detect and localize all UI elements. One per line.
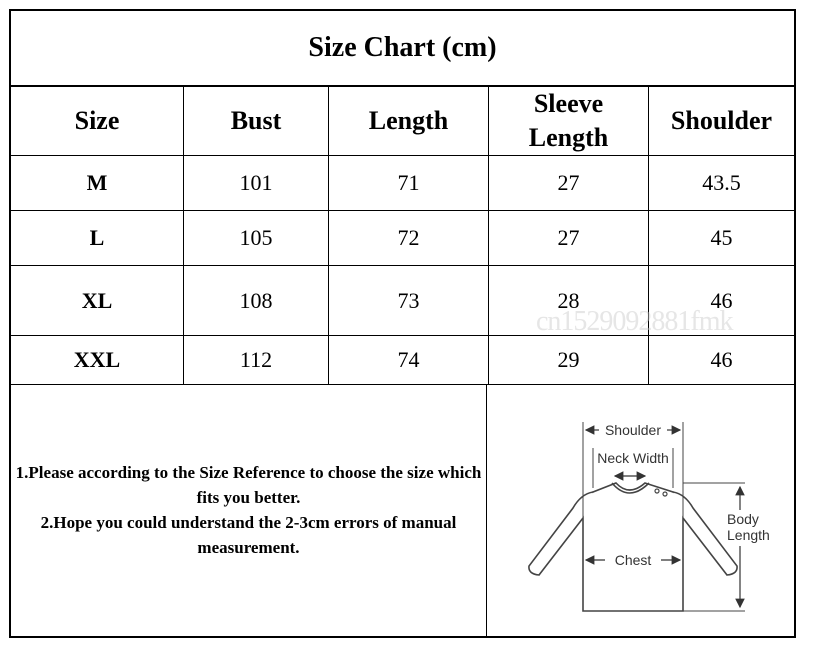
table-row	[11, 336, 794, 385]
shoulder-cell: 45	[649, 211, 795, 266]
size-cell: XL	[11, 266, 184, 336]
bust-cell: 101	[184, 156, 329, 211]
header-shoulder: Shoulder	[649, 87, 795, 156]
chest-label: Chest	[614, 552, 652, 568]
notes	[11, 384, 487, 636]
sleeve-cell: 27	[489, 156, 649, 211]
neck-width-label: Neck Width	[597, 450, 669, 466]
length-cell: 72	[329, 211, 489, 266]
note-2: 2.Hope you could understand the 2-3cm errors of manual measurement.	[40, 513, 457, 557]
measurement-diagram	[487, 384, 794, 636]
length-cell: 71	[329, 156, 489, 211]
length-label: Length	[727, 527, 770, 543]
sleeve-cell: 29	[489, 336, 649, 385]
chart-title: Size Chart (cm)	[11, 11, 794, 86]
shoulder-label: Shoulder	[604, 422, 662, 438]
shoulder-cell: 46	[649, 266, 795, 336]
header-size: Size	[11, 87, 184, 156]
size-chart	[9, 9, 796, 638]
info-section	[11, 384, 794, 636]
size-cell: M	[11, 156, 184, 211]
shoulder-cell: 46	[649, 336, 795, 385]
watermark: cn1529092881fmk	[536, 306, 733, 337]
sweater-icon	[487, 384, 794, 636]
sleeve-cell: 28	[489, 266, 649, 336]
table-header-row	[11, 87, 794, 156]
note-1: 1.Please according to the Size Reference to choose the size which fits you better.	[15, 463, 482, 507]
size-cell: XXL	[11, 336, 184, 385]
header-length: Length	[329, 87, 489, 156]
header-sleeve-length: Sleeve Length	[489, 87, 649, 156]
header-bust: Bust	[184, 87, 329, 156]
bust-cell: 105	[184, 211, 329, 266]
table-row	[11, 266, 794, 336]
length-cell: 73	[329, 266, 489, 336]
table-row	[11, 211, 794, 266]
sleeve-cell: 27	[489, 211, 649, 266]
body-label: Body	[727, 511, 759, 527]
table-row	[11, 156, 794, 211]
bust-cell: 108	[184, 266, 329, 336]
bust-cell: 112	[184, 336, 329, 385]
length-cell: 74	[329, 336, 489, 385]
size-table	[11, 86, 794, 385]
size-cell: L	[11, 211, 184, 266]
shoulder-cell: 43.5	[649, 156, 795, 211]
